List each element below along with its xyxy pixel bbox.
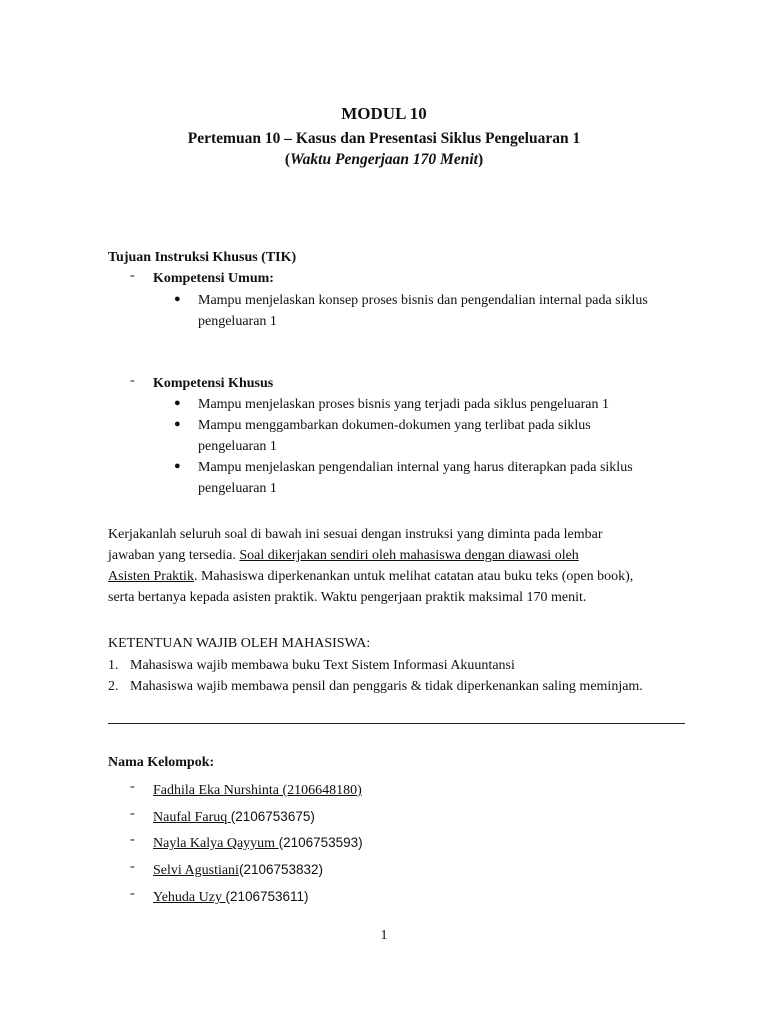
member-id: (2106753593) [278,835,363,850]
member-name: Fadhila Eka Nurshinta (2106648180) [153,783,362,798]
instruction-paragraph [108,524,685,608]
member-1 [153,779,362,801]
module-subtitle: Pertemuan 10 – Kasus dan Presentasi Siklus Pengeluaran 1 [187,130,581,147]
module-title: MODUL 10 [341,104,427,123]
khusus-item-2-line-2: pengeluaran 1 [198,439,277,454]
dash-marker: - [130,779,135,794]
khusus-item-3-line-2: pengeluaran 1 [198,481,277,496]
instruction-line-2-start: jawaban yang tersedia. [108,548,240,563]
rule-item-2: Mahasiswa wajib membawa pensil dan penggaris & tidak diperkenankan saling meminjam. [130,679,643,694]
dash-marker: - [130,886,135,901]
member-name: Selvi Agustiani [153,863,239,878]
dash-marker: - [130,859,135,874]
khusus-item-3-line-1: Mampu menjelaskan pengendalian internal yang harus diterapkan pada siklus [198,460,633,475]
kompetensi-khusus-label: Kompetensi Khusus [153,376,274,391]
rule-number: 1. [108,658,119,673]
member-name: Nayla Kalya Qayyum [153,836,279,851]
bullet-marker: ● [174,418,181,430]
time-open-paren: ( [284,151,291,168]
dash-marker: - [130,373,135,388]
instruction-line-2 [108,545,685,566]
member-id: (2106753832) [238,862,324,877]
group-heading: Nama Kelompok: [108,755,215,770]
member-4 [153,859,323,881]
kompetensi-umum-label: Kompetensi Umum: [153,271,274,286]
member-id: (2106753675) [230,809,315,824]
dash-marker: - [130,806,135,821]
supervised-note: Soal dikerjakan sendiri oleh mahasiswa dengan diawasi oleh [239,548,579,563]
dash-marker: - [130,268,135,283]
tik-heading: Tujuan Instruksi Khusus (TIK) [108,250,297,265]
dash-marker: - [130,832,135,847]
time-close-paren: ) [477,151,484,168]
member-name: Naufal Faruq [153,810,231,825]
time-text: Waktu Pengerjaan 170 Menit [290,151,478,168]
horizontal-divider [108,723,685,724]
assistant-label: Asisten Praktik [108,569,194,584]
member-2 [153,806,315,828]
member-name: Yehuda Uzy [153,890,226,905]
instruction-line-3-rest: . Mahasiswa diperkenankan untuk melihat catatan atau buku teks (open book), [193,569,634,584]
umum-item-1-line-2: pengeluaran 1 [198,314,277,329]
rules-heading: KETENTUAN WAJIB OLEH MAHASISWA: [108,636,371,651]
member-3 [153,832,363,854]
member-5 [153,886,309,908]
rule-number: 2. [108,679,119,694]
time-allocation [0,151,768,169]
khusus-item-1: Mampu menjelaskan proses bisnis yang terjadi pada siklus pengeluaran 1 [198,397,609,412]
member-id: (2106753611) [225,889,309,904]
instruction-line-3 [108,566,685,587]
umum-item-1-line-1: Mampu menjelaskan konsep proses bisnis dan pengendalian internal pada siklus [198,293,648,308]
bullet-marker: ● [174,293,181,305]
bullet-marker: ● [174,397,181,409]
rule-item-1: Mahasiswa wajib membawa buku Text Sistem Informasi Akuuntansi [130,658,515,673]
page-number: 1 [380,928,388,943]
instruction-line-4: serta bertanya kepada asisten praktik. Waktu pengerjaan praktik maksimal 170 menit. [108,590,587,605]
bullet-marker: ● [174,460,181,472]
khusus-item-2-line-1: Mampu menggambarkan dokumen-dokumen yang terlibat pada siklus [198,418,591,433]
instruction-line-1: Kerjakanlah seluruh soal di bawah ini sesuai dengan instruksi yang diminta pada lembar [108,527,603,542]
